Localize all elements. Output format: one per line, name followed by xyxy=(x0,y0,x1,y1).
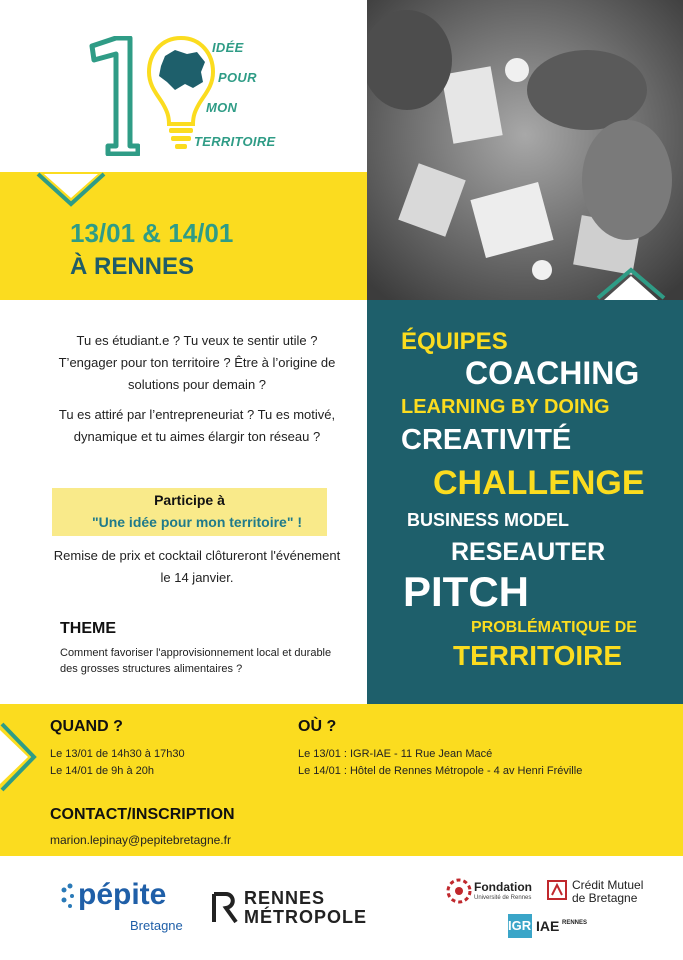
credit-mutuel-line1: Crédit Mutuel xyxy=(572,878,644,892)
logo-word-mon: MON xyxy=(206,100,238,115)
event-name-quote: "Une idée pour mon territoire" ! xyxy=(91,514,303,530)
contact-title: CONTACT/INSCRIPTION xyxy=(50,806,235,823)
iae-logo-text: IAE xyxy=(536,918,560,934)
keyword-challenge: CHALLENGE xyxy=(433,464,645,502)
quand-line-1: Le 13/01 de 14h30 à 17h30 xyxy=(50,748,185,760)
keyword-territoire: TERRITOIRE xyxy=(453,640,623,671)
keyword-reseauter: RESEAUTER xyxy=(451,538,606,566)
students-photo xyxy=(367,0,683,300)
pepite-logo-sub: Bretagne xyxy=(130,918,183,933)
remise-text: Remise de prix et cocktail clôtureront l'événement le 14 janvier. xyxy=(53,548,341,585)
credit-mutuel-icon xyxy=(546,879,568,901)
logo-word-territoire: TERRITOIRE xyxy=(194,134,276,149)
rennes-logo-line1: RENNES xyxy=(244,888,326,908)
pepite-logo-text: pépite xyxy=(78,878,167,911)
keyword-learning: LEARNING BY DOING xyxy=(401,396,610,418)
intro-paragraph-1: Tu es étudiant.e ? Tu veux te sentir utile ? T’engager pour ton territoire ? Être à l’origine de solutions pour demain ? xyxy=(58,333,336,392)
keyword-problematique: PROBLÉMATIQUE DE xyxy=(471,619,637,636)
ou-title: OÙ ? xyxy=(298,718,337,735)
fondation-logo-text: Fondation xyxy=(474,880,532,894)
chevron-down-decoration xyxy=(36,172,106,208)
participe-label: Participe à xyxy=(154,492,225,508)
logo-word-idee: IDÉE xyxy=(212,40,244,55)
contact-email[interactable]: marion.lepinay@pepitebretagne.fr xyxy=(50,833,231,847)
ou-line-2: Le 14/01 : Hôtel de Rennes Métropole - 4 av Henri Fréville xyxy=(298,765,583,777)
keyword-business-model: BUSINESS MODEL xyxy=(407,510,570,530)
ou-line-1: Le 13/01 : IGR-IAE - 11 Rue Jean Macé xyxy=(298,748,493,760)
rennes-logo-line2: MÉTROPOLE xyxy=(244,907,368,927)
theme-title: THEME xyxy=(60,620,116,637)
logo-digit-one xyxy=(86,36,140,156)
intro-paragraph-2: Tu es attiré par l’entrepreneuriat ? Tu es motivé, dynamique et tu aimes élargir ton réseau ? xyxy=(58,407,336,444)
fondation-star-icon xyxy=(446,878,472,904)
event-dates: 13/01 & 14/01 xyxy=(70,218,234,248)
keyword-pitch: PITCH xyxy=(403,568,529,615)
chevron-up-decoration xyxy=(596,266,666,300)
theme-text: Comment favoriser l'approvisionnement local et durable des grosses structures alimentaires ? xyxy=(60,647,332,675)
chevron-right-decoration xyxy=(0,722,40,792)
keywords-panel xyxy=(367,300,683,704)
iae-logo-sub: RENNES xyxy=(562,920,588,926)
credit-mutuel-line2: de Bretagne xyxy=(572,891,638,905)
rennes-metropole-icon xyxy=(210,890,240,926)
keyword-coaching: COACHING xyxy=(465,355,640,391)
keyword-creativite: CREATIVITÉ xyxy=(401,424,572,456)
event-city: À RENNES xyxy=(70,253,195,280)
keyword-equipes: ÉQUIPES xyxy=(401,328,508,355)
logo-word-pour: POUR xyxy=(218,70,257,85)
quand-line-2: Le 14/01 de 9h à 20h xyxy=(50,765,154,777)
quand-title: QUAND ? xyxy=(50,718,123,735)
igr-logo-text: IGR xyxy=(508,918,532,933)
fondation-logo-sub: Université de Rennes xyxy=(474,895,532,901)
